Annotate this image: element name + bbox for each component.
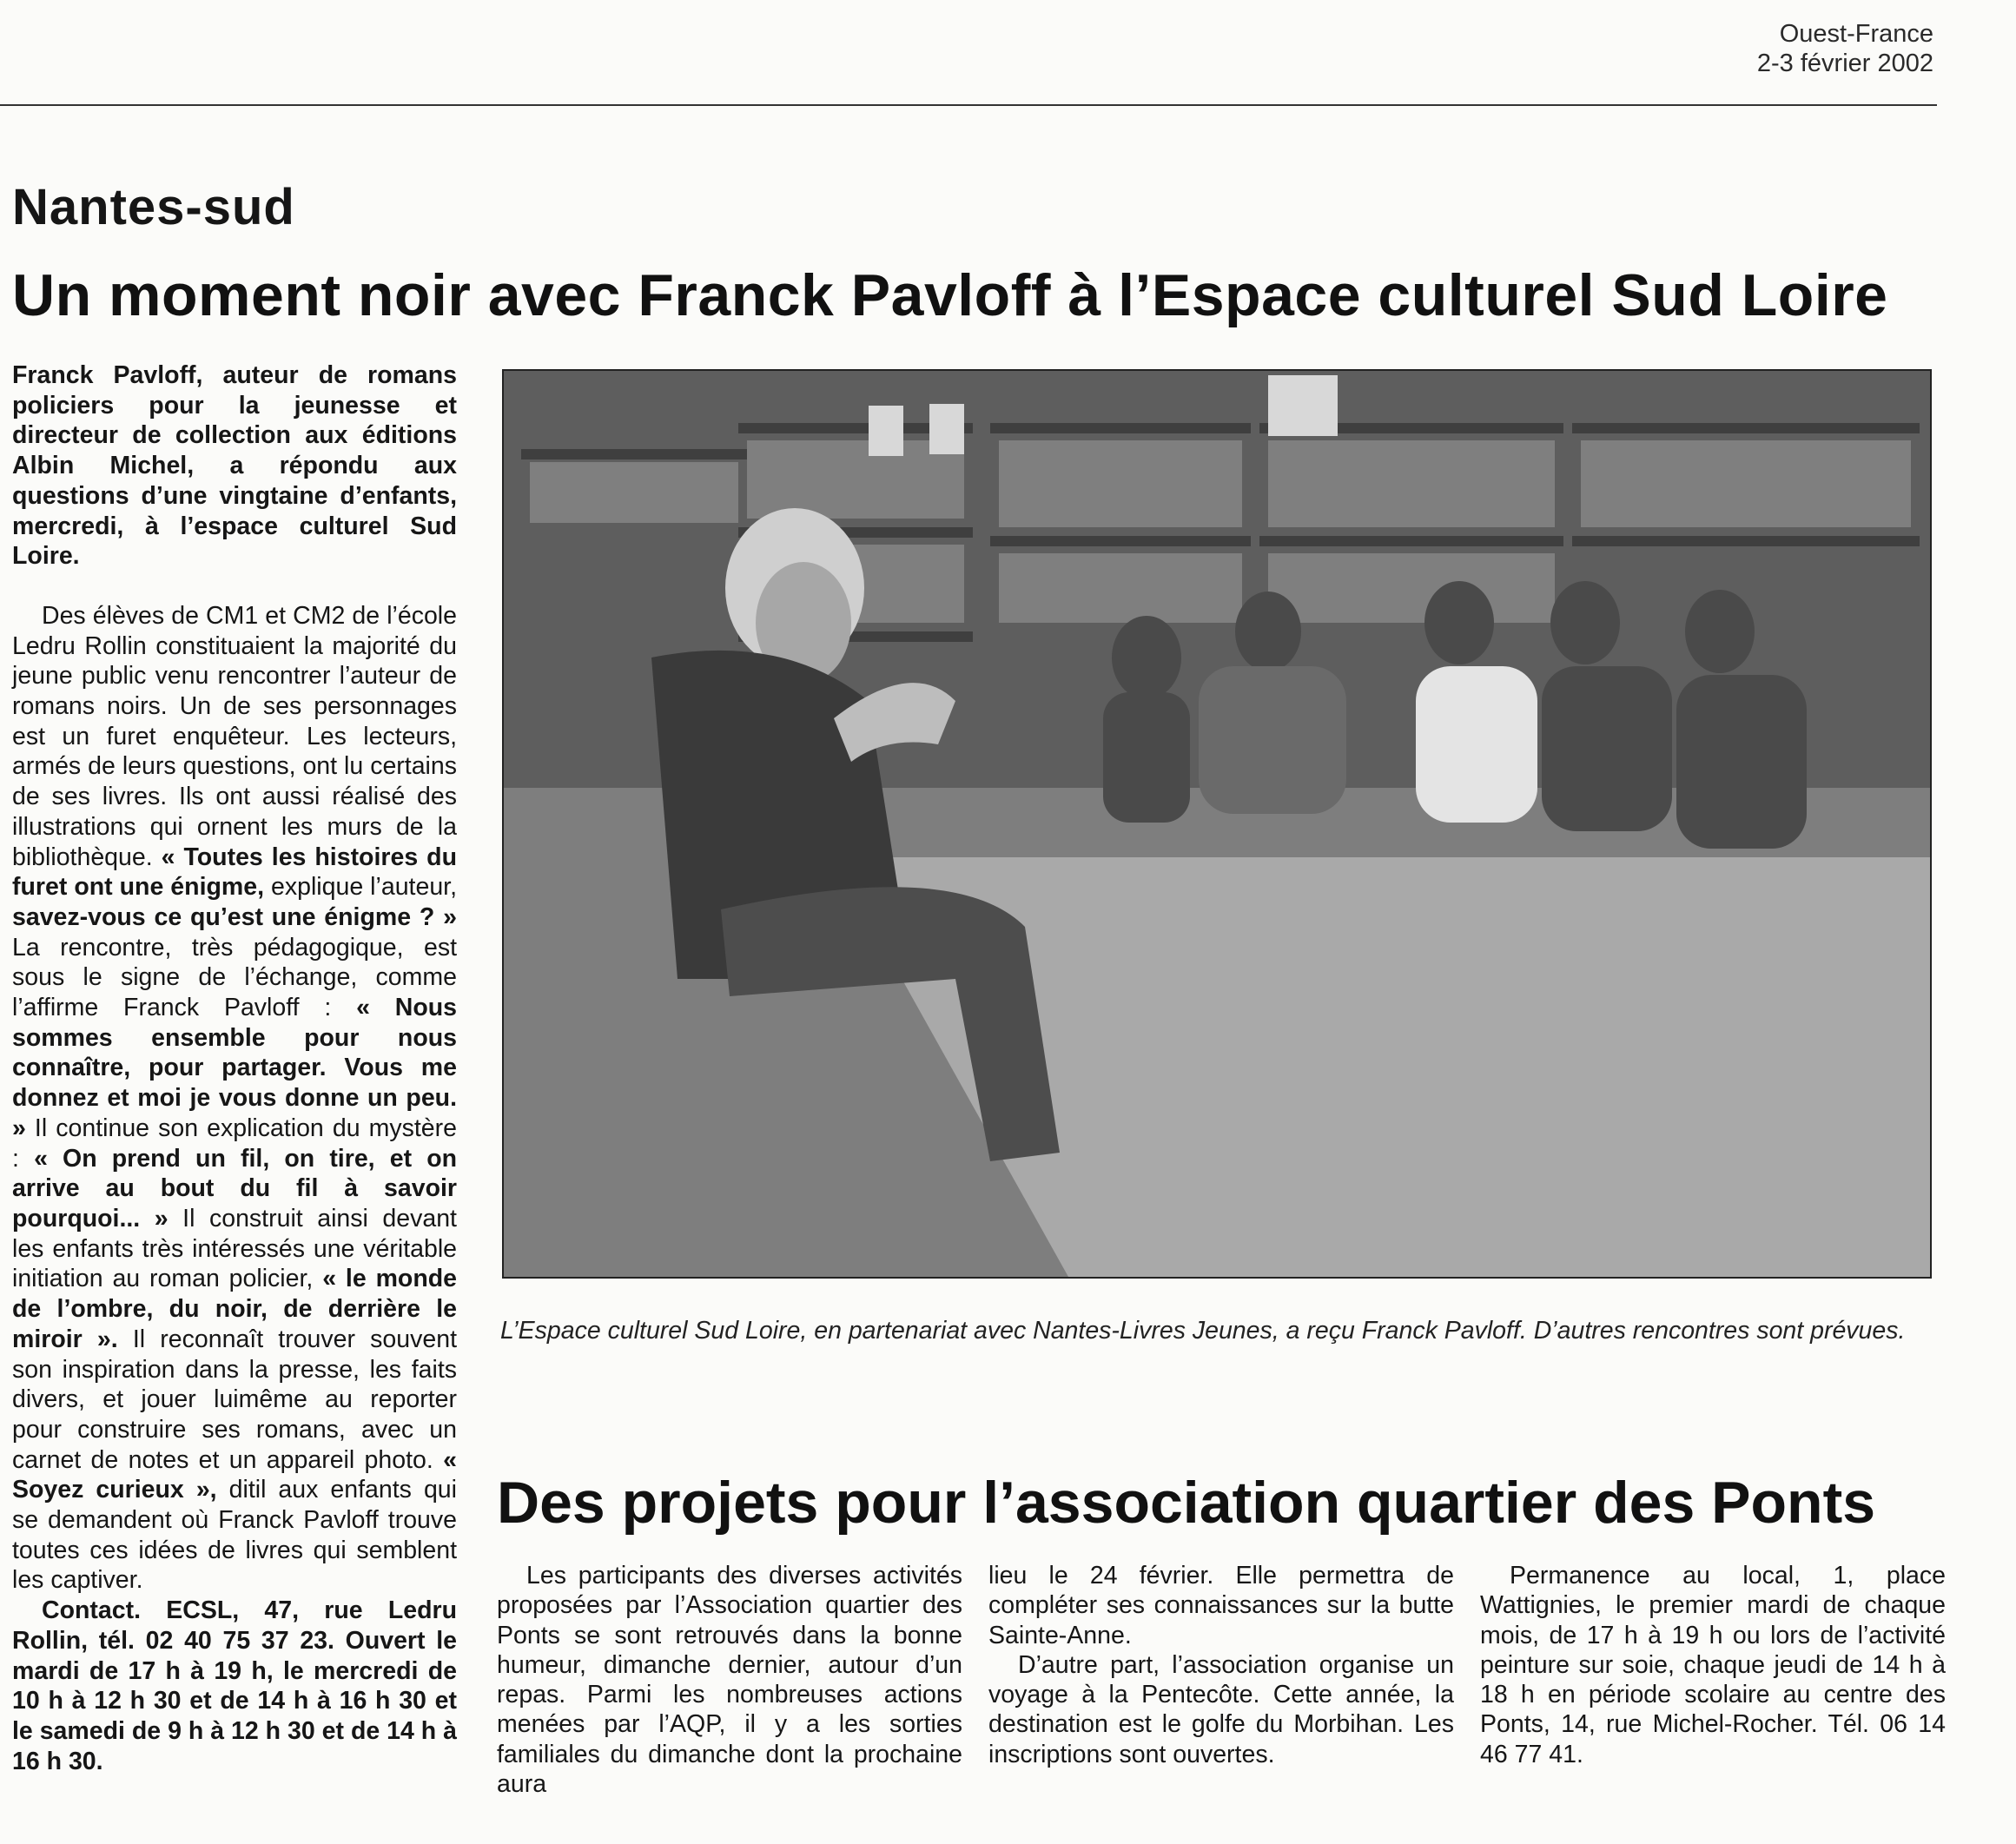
header-rule: [0, 104, 1937, 106]
article-lede: Franck Pavloff, auteur de romans policiers pour la jeunesse et directeur de collection aux éditions Albin Michel, a répondu aux questions d’une vingtaine d’enfants, mercredi, à l’espace culturel Sud Loire.: [12, 361, 457, 571]
contact-info: Contact. ECSL, 47, rue Ledru Rollin, tél. 02 40 75 37 23. Ouvert le mardi de 17 h à 19 h, le mercredi de 10 h à 12 h 30 et de 14 h à 16 h 30 et le samedi de 9 h à 12 h 30 et de 14 h à 16 h 30.: [12, 1596, 457, 1775]
quote: « Nous sommes ensemble pour nous connaître, pour partager. Vous me donnez et moi je vous donne un peu. »: [12, 994, 457, 1142]
article2-paragraph: Les participants des diverses activités proposées par l’Association quartier des Ponts se sont retrouvés dans la bonne humeur, dimanche dernier, autour d’un repas. Parmi les nombreuses actions menées par l’AQP, il y a les sorties familiales du dimanche dont la prochaine aura: [497, 1562, 962, 1799]
body-text: explique l’auteur,: [264, 873, 457, 902]
photo-illustration: [504, 371, 1930, 1277]
newspaper-name: Ouest-France: [1779, 20, 1933, 48]
quote: « Toutes les histoires du furet ont une énigme,: [12, 843, 457, 902]
section-title: Nantes-sud: [12, 179, 295, 235]
article2-headline: Des projets pour l’association quartier des Ponts: [497, 1470, 1876, 1536]
article-column: [12, 360, 457, 1776]
quote: « Soyez curieux »,: [12, 1445, 457, 1504]
article-photo: [502, 369, 1932, 1279]
quote: « On prend un fil, on tire, et on arrive au bout du fil à savoir pourquoi... »: [12, 1144, 458, 1233]
article-body: [12, 601, 457, 1596]
article2-column-2: [988, 1561, 1454, 1769]
issue-date: 2-3 février 2002: [1756, 50, 1933, 77]
article2-paragraph: Permanence au local, 1, place Wattignies, le premier mardi de chaque mois, de 17 h à 19 h ou lors de l’activité peinture sur soie, chaque jeudi de 14 h à 18 h en période scolaire au centre des Ponts, 14, rue Michel-Rocher. Tél. 06 14 46 77 41.: [1480, 1562, 1946, 1768]
article2-paragraph: D’autre part, l’association organise un voyage à la Pentecôte. Cette année, la destination est le golfe du Morbihan. Les inscriptions sont ouvertes.: [988, 1650, 1454, 1768]
quote: « le monde de l’ombre, du noir, de derrière le miroir ».: [12, 1265, 457, 1353]
photo-caption: L’Espace culturel Sud Loire, en partenariat avec Nantes-Livres Jeunes, a reçu Franck Pavloff. D’autres rencontres sont prévues.: [500, 1317, 1906, 1345]
body-text: Il reconnaît trouver souvent son inspiration dans la presse, les faits divers, et jouer luimême au reporter pour construire ses romans, avec un carnet de notes et un appareil photo.: [12, 1325, 457, 1474]
body-text: Des élèves de CM1 et CM2 de l’école Ledru Rollin constituaient la majorité du jeune public venu rencontrer l’auteur de romans noirs. Un de ses personnages est un furet enquêteur. Les lecteurs, armés de leurs questions, ont lu certains de ses livres. Ils ont aussi réalisé des illustrations qui ornent les murs de la bibliothèque.: [12, 601, 457, 871]
masthead: [1757, 19, 1933, 78]
article2-column-1: [497, 1561, 962, 1799]
article2-column-3: [1480, 1561, 1946, 1769]
body-text: Il continue son explication du mystère :: [12, 1114, 457, 1173]
article2-paragraph-continued: lieu le 24 février. Elle permettra de compléter ses connaissances sur la butte Sainte-Anne.: [988, 1562, 1454, 1649]
body-text: La rencontre, très pédagogique, est sous le signe de l’échange, comme l’affirme Franck Pavloff :: [12, 933, 457, 1022]
quote: savez-vous ce qu’est une énigme ? »: [12, 902, 457, 931]
body-text: ditil aux enfants qui se demandent où Franck Pavloff trouve toutes ces idées de livres qui semblent les captiver.: [12, 1476, 457, 1595]
body-text: Il construit ainsi devant les enfants très intéressés une véritable initiation au roman policier,: [12, 1204, 457, 1293]
article-headline: Un moment noir avec Franck Pavloff à l’Espace culturel Sud Loire: [12, 262, 1888, 328]
